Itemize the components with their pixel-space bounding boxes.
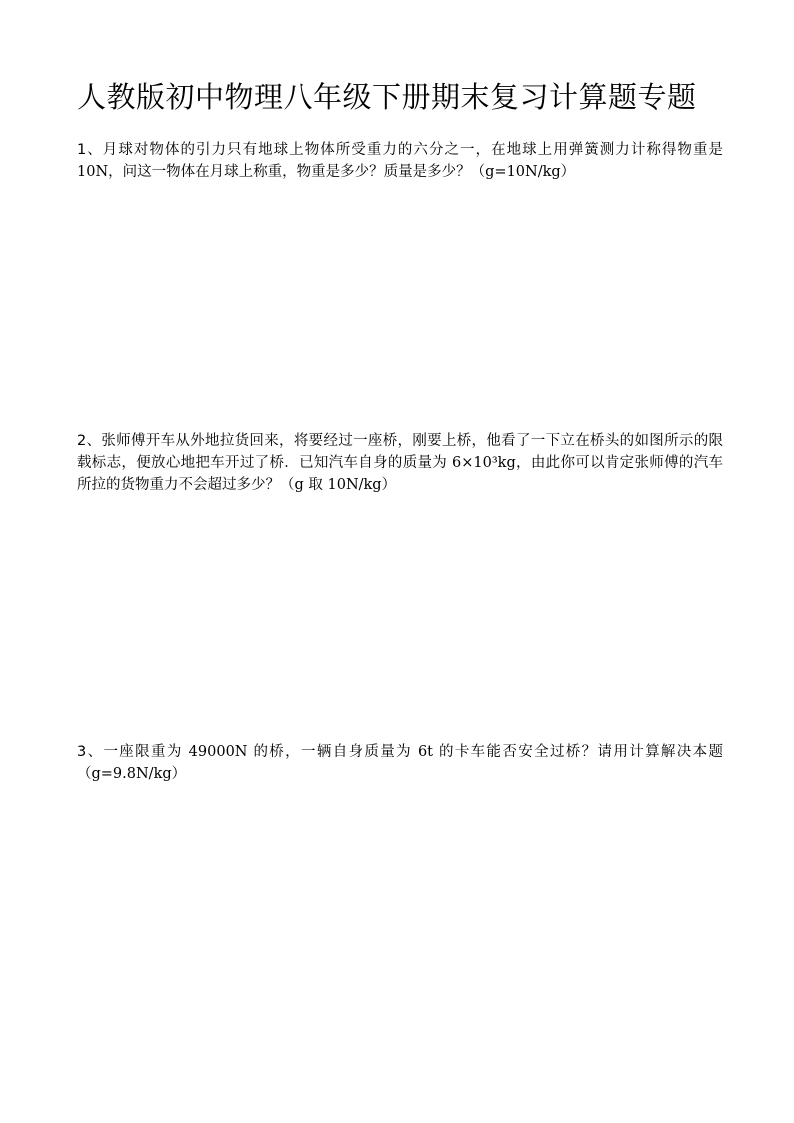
question-3-number: 3 [77,744,87,760]
question-2-text: 、张师傅开车从外地拉货回来，将要经过一座桥，刚要上桥，他看了一下立在桥头的如图所示的限载标志，便放心地把车开过了桥．已知汽车自身的质量为 6×10³kg，由此你可以肯定张师傅的汽车所拉的货物重力不会超过多少？（g 取 10N/kg） [77,433,723,493]
question-1 [77,139,723,183]
question-1-text: 、月球对物体的引力只有地球上物体所受重力的六分之一，在地球上用弹簧测力计称得物重是 10N，问这一物体在月球上称重，物重是多少？质量是多少？（g=10N/kg） [77,142,723,180]
question-3 [77,741,723,785]
question-2 [77,430,723,496]
question-2-number: 2 [77,433,87,449]
question-1-number: 1 [77,142,87,158]
document-title: 人教版初中物理八年级下册期末复习计算题专题 [77,80,697,114]
question-2-answer-space [77,500,723,730]
question-3-answer-space [77,795,723,1095]
question-3-text: 、一座限重为 49000N 的桥，一辆自身质量为 6t 的卡车能否安全过桥？请用计算解决本题（g=9.8N/kg） [77,744,723,782]
question-1-answer-space [77,190,723,420]
